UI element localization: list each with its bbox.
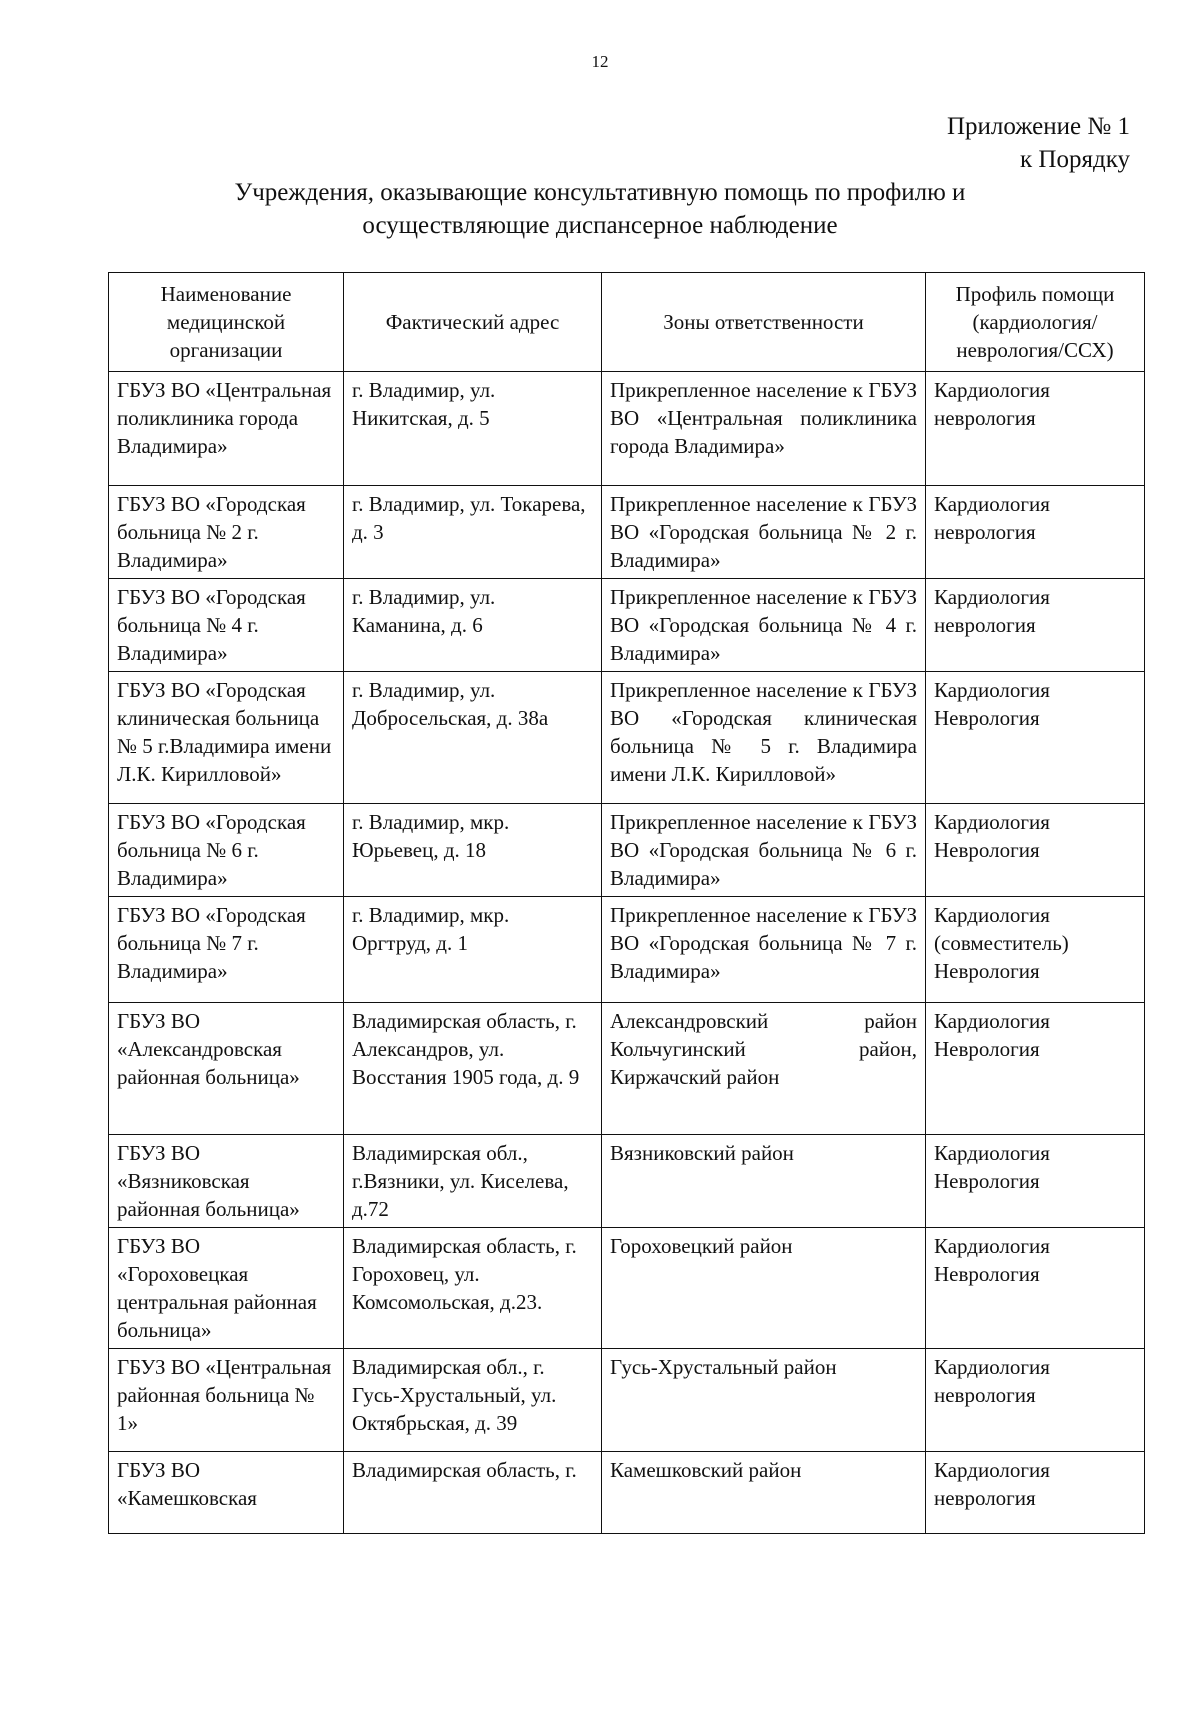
care-profile-entry: неврология — [934, 520, 1036, 544]
address-cell: Владимирская область, г. — [344, 1452, 602, 1534]
care-profile-cell — [926, 1003, 1145, 1135]
table-row — [109, 486, 1145, 579]
table-row — [109, 1228, 1145, 1349]
organization-name-cell: ГБУЗ ВО «Камешковская — [109, 1452, 344, 1534]
address-cell: г. Владимир, мкр. Оргтруд, д. 1 — [344, 897, 602, 1003]
organization-name-cell: ГБУЗ ВО «Городская больница № 4 г. Владимира» — [109, 579, 344, 672]
care-profile-entry: (совместитель) — [934, 931, 1069, 955]
table-row — [109, 804, 1145, 897]
organization-name-cell: ГБУЗ ВО «Городская больница № 6 г. Владимира» — [109, 804, 344, 897]
header-care-profile: Профиль помощи (кардиология/неврология/ССХ) — [926, 273, 1145, 372]
responsibility-zone-cell: Александровский район Кольчугинский район, Киржачский район — [602, 1003, 926, 1135]
table-row — [109, 897, 1145, 1003]
page-number: 12 — [591, 52, 609, 71]
address-cell: г. Владимир, ул. Никитская, д. 5 — [344, 372, 602, 486]
address-cell: Владимирская область, г. Александров, ул. Восстания 1905 года, д. 9 — [344, 1003, 602, 1135]
care-profile-entry: Кардиология — [934, 378, 1050, 402]
care-profile-cell — [926, 1452, 1145, 1534]
care-profile-entry: Неврология — [934, 1262, 1040, 1286]
care-profile-entry: Кардиология — [934, 903, 1050, 927]
table-row — [109, 1452, 1145, 1534]
address-cell: г. Владимир, ул. Токарева, д. 3 — [344, 486, 602, 579]
header-address: Фактический адрес — [344, 273, 602, 372]
responsibility-zone-cell: Прикрепленное население к ГБУЗ ВО «Городская больница № 6 г. Владимира» — [602, 804, 926, 897]
care-profile-entry: Кардиология — [934, 1141, 1050, 1165]
document-title-line-1: Учреждения, оказывающие консультативную помощь по профилю и — [234, 179, 966, 206]
table-header-row — [109, 273, 1145, 372]
responsibility-zone-cell: Прикрепленное население к ГБУЗ ВО «Городская больница № 2 г. Владимира» — [602, 486, 926, 579]
care-profile-entry: Неврология — [934, 706, 1040, 730]
care-profile-entry: Неврология — [934, 959, 1040, 983]
address-cell: Владимирская обл., г. Гусь-Хрустальный, ул. Октябрьская, д. 39 — [344, 1349, 602, 1452]
care-profile-entry: Неврология — [934, 1037, 1040, 1061]
care-profile-entry: Неврология — [934, 838, 1040, 862]
organization-name-cell: ГБУЗ ВО «Центральная районная больница № 1» — [109, 1349, 344, 1452]
care-profile-entry: Кардиология — [934, 678, 1050, 702]
table-row — [109, 1349, 1145, 1452]
care-profile-cell — [926, 372, 1145, 486]
table-row — [109, 1003, 1145, 1135]
responsibility-zone-cell: Прикрепленное население к ГБУЗ ВО «Центральная поликлиника города Владимира» — [602, 372, 926, 486]
care-profile-cell — [926, 897, 1145, 1003]
organization-name-cell: ГБУЗ ВО «Центральная поликлиника города Владимира» — [109, 372, 344, 486]
care-profile-entry: Кардиология — [934, 1355, 1050, 1379]
address-cell: Владимирская обл., г.Вязники, ул. Киселева, д.72 — [344, 1135, 602, 1228]
table-row — [109, 372, 1145, 486]
address-cell: г. Владимир, мкр. Юрьевец, д. 18 — [344, 804, 602, 897]
header-responsibility-zones: Зоны ответственности — [602, 273, 926, 372]
care-profile-cell — [926, 672, 1145, 804]
care-profile-entry: Неврология — [934, 1169, 1040, 1193]
responsibility-zone-cell: Гусь-Хрустальный район — [602, 1349, 926, 1452]
address-cell: Владимирская область, г. Гороховец, ул. Комсомольская, д.23. — [344, 1228, 602, 1349]
care-profile-entry: Кардиология — [934, 1009, 1050, 1033]
document-title-line-2: осуществляющие диспансерное наблюдение — [362, 212, 838, 239]
appendix-reference: к Порядку — [1020, 146, 1130, 173]
responsibility-zone-cell: Камешковский район — [602, 1452, 926, 1534]
document-title — [0, 176, 1200, 242]
care-profile-cell — [926, 579, 1145, 672]
care-profile-cell — [926, 1228, 1145, 1349]
care-profile-cell — [926, 1135, 1145, 1228]
appendix-label — [947, 110, 1130, 176]
care-profile-entry: Кардиология — [934, 1234, 1050, 1258]
care-profile-entry: Кардиология — [934, 492, 1050, 516]
table-row — [109, 579, 1145, 672]
organization-name-cell: ГБУЗ ВО «Александровская районная больница» — [109, 1003, 344, 1135]
organization-name-cell: ГБУЗ ВО «Городская больница № 2 г. Владимира» — [109, 486, 344, 579]
care-profile-entry: неврология — [934, 1383, 1036, 1407]
care-profile-entry: Кардиология — [934, 810, 1050, 834]
organization-name-cell: ГБУЗ ВО «Городская больница № 7 г. Владимира» — [109, 897, 344, 1003]
header-organization-name: Наименование медицинской организации — [109, 273, 344, 372]
responsibility-zone-cell: Вязниковский район — [602, 1135, 926, 1228]
responsibility-zone-cell: Прикрепленное население к ГБУЗ ВО «Городская клиническая больница № 5 г. Владимира имени Л.К. Кирилловой» — [602, 672, 926, 804]
responsibility-zone-cell: Гороховецкий район — [602, 1228, 926, 1349]
responsibility-zone-cell: Прикрепленное население к ГБУЗ ВО «Городская больница № 7 г. Владимира» — [602, 897, 926, 1003]
care-profile-cell — [926, 1349, 1145, 1452]
care-profile-entry: Кардиология — [934, 1458, 1050, 1482]
appendix-number: Приложение № 1 — [946, 113, 1130, 140]
care-profile-entry: неврология — [934, 613, 1036, 637]
table-row — [109, 1135, 1145, 1228]
table-row — [109, 672, 1145, 804]
organization-name-cell: ГБУЗ ВО «Городская клиническая больница № 5 г.Владимира имени Л.К. Кирилловой» — [109, 672, 344, 804]
care-profile-entry: неврология — [934, 406, 1036, 430]
care-profile-entry: неврология — [934, 1486, 1036, 1510]
table-body — [109, 372, 1145, 1534]
institutions-table — [108, 272, 1145, 1534]
care-profile-cell — [926, 486, 1145, 579]
responsibility-zone-cell: Прикрепленное население к ГБУЗ ВО «Городская больница № 4 г. Владимира» — [602, 579, 926, 672]
care-profile-entry: Кардиология — [934, 585, 1050, 609]
address-cell: г. Владимир, ул. Каманина, д. 6 — [344, 579, 602, 672]
care-profile-cell — [926, 804, 1145, 897]
organization-name-cell: ГБУЗ ВО «Гороховецкая центральная районная больница» — [109, 1228, 344, 1349]
address-cell: г. Владимир, ул. Добросельская, д. 38а — [344, 672, 602, 804]
organization-name-cell: ГБУЗ ВО «Вязниковская районная больница» — [109, 1135, 344, 1228]
